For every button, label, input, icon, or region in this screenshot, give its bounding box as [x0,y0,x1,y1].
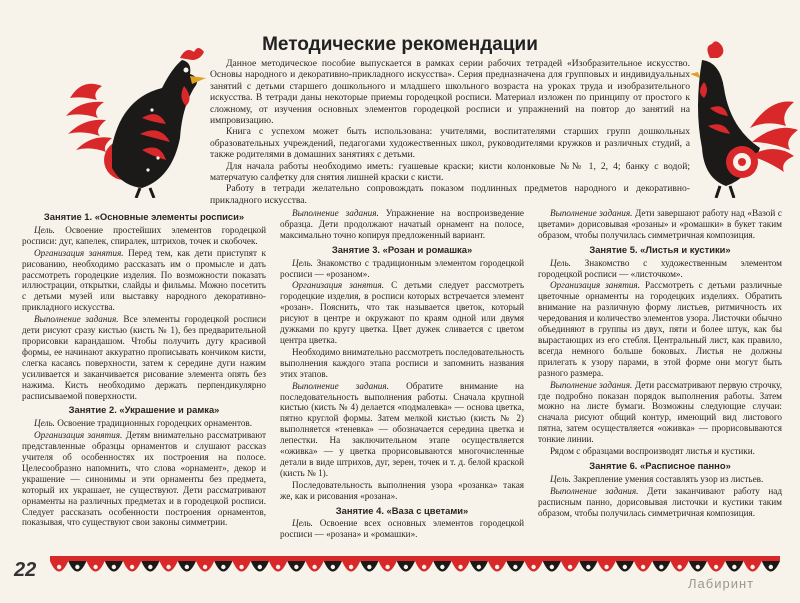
border-dot [604,565,608,569]
border-dot [769,565,773,569]
paragraph-text: Освоение традиционных городецких орнаментов. [57,418,253,429]
paragraph-text: Дети рассматривают первую строчку, где подробно показан порядок выполнения работы. Затем можно на листе бумаги. Возможны следующие случаи: сначала рисуют общий контур, имеющий вид листового пятна, затем осуществляется «оживка» — прорисовываются тонкие линии. [538,379,782,445]
column-1 [22,208,266,553]
border-dot [57,565,61,569]
lesson-paragraph [280,518,524,540]
border-dot [513,565,517,569]
border-dot [550,565,554,569]
column-2 [280,208,524,553]
paragraph-text: Рассмотреть с детьми различные цветочные орнаменты на городецких изделиях. Обратить внимание на различную форму листьев, ритмичность их чередования и количество элементов узора. Листочки обычно объединяют в группы из двух, пяти и более штук, как бы вырастающих из его стебля. Центральный лист, как правило, всегда немного больше боковых. Листья не должны прилегать к узору парами, в этой форме они могут быть разного размера. [538,280,782,378]
border-dot [203,565,207,569]
lesson-paragraph [538,446,782,457]
paragraph-label: Организация занятия. [34,247,129,258]
paragraph-label: Выполнение задания. [550,208,636,218]
lesson-paragraph [538,486,782,519]
column-3 [538,208,782,553]
paragraph-text: Все элементы городецкой росписи дети рисуют сразу кистью (кисть № 1), без предварительной прорисовки карандашом. Чтобы получить дугу красивой формы, ее начинают аккуратно прописывать кончиком кисти, слегка касаясь поверхности, затем к середине дуги нажим усиливается и заканчивается рисование элемента опять без нажима. Кисть необходимо держать перпендикулярно расписываемой поверхности. [22,314,266,401]
border-dot [440,565,444,569]
border-dot [568,565,572,569]
border-dot [750,565,754,569]
paragraph-text: Детям внимательно рассматривают представленные образцы орнаментов и слушают рассказ учителя об особенностях их построения на полосе. Целесообразно напомнить, что слова «орнамент», декор и украшение — синонимы и эти орнаменты без предмета, который их украшает, не существуют. Дети рассматривают орнаменты на различных предметах и в городецкой росписи. Следует рассказать особенности построения орнаментов, показывая, что существуют свои законы симметрии. [22,430,266,528]
lesson-paragraph [538,258,782,280]
lesson-paragraph [538,380,782,445]
intro-paragraph: Книга с успехом может быть использована: учителями, воспитателями старших групп дошкольных образовательных учреждений, педагогами художественных школ, руководителями кружков и различных студий, а также родителями в домашних занятиях с детьми. [210,126,690,161]
lesson-heading: Занятие 2. «Украшение и рамка» [68,404,220,416]
border-dot [641,565,645,569]
lesson-paragraph [280,258,524,280]
border-dot [531,565,535,569]
paragraph-text: Закрепление умения составлять узор из листьев. [573,473,764,484]
lesson-paragraph [538,280,782,378]
paragraph-label: Выполнение задания. [550,379,635,390]
page-title: Методические рекомендации [262,34,538,55]
paragraph-text: Последовательность выполнения узора «розанка» такая же, как и рисования «розана». [280,479,524,501]
paragraph-label: Цель. [34,224,66,235]
border-dot [477,565,481,569]
lesson-heading: Занятие 4. «Ваза с цветами» [335,504,469,516]
page-number: 22 [14,559,37,581]
paragraph-text: Освоение всех основных элементов городецкой росписи — «розана» и «ромашки». [280,518,524,540]
border-dot [331,565,335,569]
lesson-paragraph [280,280,524,345]
border-dot [166,565,170,569]
paragraph-label: Организация занятия. [34,430,126,441]
paragraph-label: Цель. [550,473,574,484]
border-dot [112,565,116,569]
border-dot [714,565,718,569]
border-dot [404,565,408,569]
paragraph-text: Знакомство с художественным элементом городецкой росписи — «листочком». [538,257,782,279]
lesson-paragraph [280,347,524,380]
paragraph-label: Цель. [292,257,317,268]
paragraph-label: Выполнение задания. [292,208,386,218]
paragraph-text: Обратите внимание на последовательность выполнения работы. Сначала крупной кистью (кисть № 4) делается «подмалевка» — основа цветка, пятно круглой формы. Затем мелкой кистью (кисть № 2) выполняется «теневка» — обозначается середина цветка и лепестки. На заключительном этапе осуществляется «оживка» — у цветка прорисовываются многочисленные детали в виде штрихов, дуг, зерен, точек и т. д. белой краской (кисть № 1). [280,380,524,478]
decorative-border [50,556,780,580]
paragraph-text: Знакомство с традиционным элементом городецкой росписи — «розаном». [280,257,524,279]
border-dot [349,565,353,569]
border-dot [239,565,243,569]
paragraph-label: Цель. [292,518,320,529]
intro-paragraph: Работу в тетради желательно сопровождать показом подлинных предметов народного и декоративно-прикладного искусства. [210,183,690,206]
border-dot [495,565,499,569]
border-dot [294,565,298,569]
paragraph-text: Дети завершают работу над «Вазой с цветами» дорисовывая «розаны» и «ромашки» в букет таким образом, чтобы получилась симметричная композиция. [538,208,782,240]
border-dot [623,565,627,569]
border-dot [385,565,389,569]
border-dot [312,565,316,569]
lesson-paragraph [22,418,266,429]
lesson-paragraph [280,480,524,502]
border-dot [93,565,97,569]
paragraph-text: Дети заканчивают работу над расписным панно, дорисовывая листочки и кустики таким образом, чтобы получилась симметричная композиция. [538,485,782,518]
border-dot [258,565,262,569]
border-dot [185,565,189,569]
lesson-paragraph [22,430,266,528]
border-dot [221,565,225,569]
border-dot [276,565,280,569]
paragraph-text: Освоение простейших элементов городецкой росписи: дуг, капелек, спиралек, штрихов, точек и скобочек. [22,224,266,246]
publisher-watermark: Лабиринт [688,576,755,591]
lesson-columns [22,208,782,553]
intro-text [210,58,690,206]
lesson-paragraph [280,381,524,479]
paragraph-label: Выполнение задания. [550,485,648,496]
lesson-paragraph [538,208,782,241]
border-dot [732,565,736,569]
lesson-paragraph [22,225,266,247]
paragraph-label: Организация занятия. [550,280,645,291]
lesson-heading: Занятие 6. «Расписное панно» [589,459,731,471]
intro-paragraph: Для начала работы необходимо иметь: гуашевые краски; кисти колонковые №№ 1, 2, 4; банку с водой; матерчатую салфетку для снятия лишней краски с кисти. [210,160,690,184]
paragraph-label: Цель. [34,418,58,429]
paragraph-text: Упражнение на воспроизведение образца. Дети продолжают начатый орнамент на полосе, максимально точно копируя предложенный вариант. [280,208,524,240]
paragraph-label: Организация занятия. [292,280,392,291]
lesson-paragraph [22,248,266,313]
lesson-heading: Занятие 1. «Основные элементы росписи» [43,211,245,222]
lesson-heading: Занятие 3. «Розан и ромашка» [331,243,473,255]
border-dot [367,565,371,569]
lesson-heading: Занятие 5. «Листья и кустики» [589,243,731,255]
paragraph-label: Цель. [550,257,585,268]
border-dot [458,565,462,569]
border-dot [75,565,79,569]
intro-paragraph: Данное методическое пособие выпускается в рамках серии рабочих тетрадей «Изобразительное искусство. Основы народного и декоративно-прикладного искусства». Серия предназначена для групповых и индивидуальных занятий с детьми старшего дошкольного и младшего школьного возраста на уроках труда и изобразительного искусства. В тетради даны некоторые приемы городецкой росписи. Материал изложен по принципу от простого к сложному, от изучения основных элементов городецкой росписи и упражнений на повтор до занятий на импровизацию. [210,58,690,127]
lesson-paragraph [22,314,266,401]
border-dot [130,565,134,569]
border-dot [586,565,590,569]
border-dot [422,565,426,569]
paragraph-text: Рядом с образцами воспроизводят листья и кустики. [550,446,755,457]
paragraph-label: Выполнение задания. [34,314,124,325]
rooster-illustration-right [690,38,800,198]
rooster-illustration-left [62,38,212,198]
paragraph-text: Необходимо внимательно рассмотреть последовательность выполнения каждого этапа росписи и запомнить названия этих этапов. [280,346,524,379]
paragraph-text: Перед тем, как дети приступят к рисованию, необходимо рассказать им о промысле и дать рассмотреть городецкие изделия. По возможности показать иллюстрации, открытки, слайды и фильмы. Можно посетить с детьми музей или выставку народного декоративно-прикладного искусства. [22,247,266,313]
border-dot [677,565,681,569]
border-dot [696,565,700,569]
paragraph-text: С детьми следует рассмотреть городецкие изделия, в росписи которых встречается элемент «розан». Пояснить, что так называется цветок, который рисуют в центре и окружают по краям одной или двумя дужками по кругу цветка. Цвет дужек сливается с цветом центра цветка. [280,280,524,345]
border-dot [659,565,663,569]
paragraph-label: Выполнение задания. [292,380,407,391]
border-dot [148,565,152,569]
lesson-paragraph [538,474,782,485]
lesson-paragraph [280,208,524,241]
